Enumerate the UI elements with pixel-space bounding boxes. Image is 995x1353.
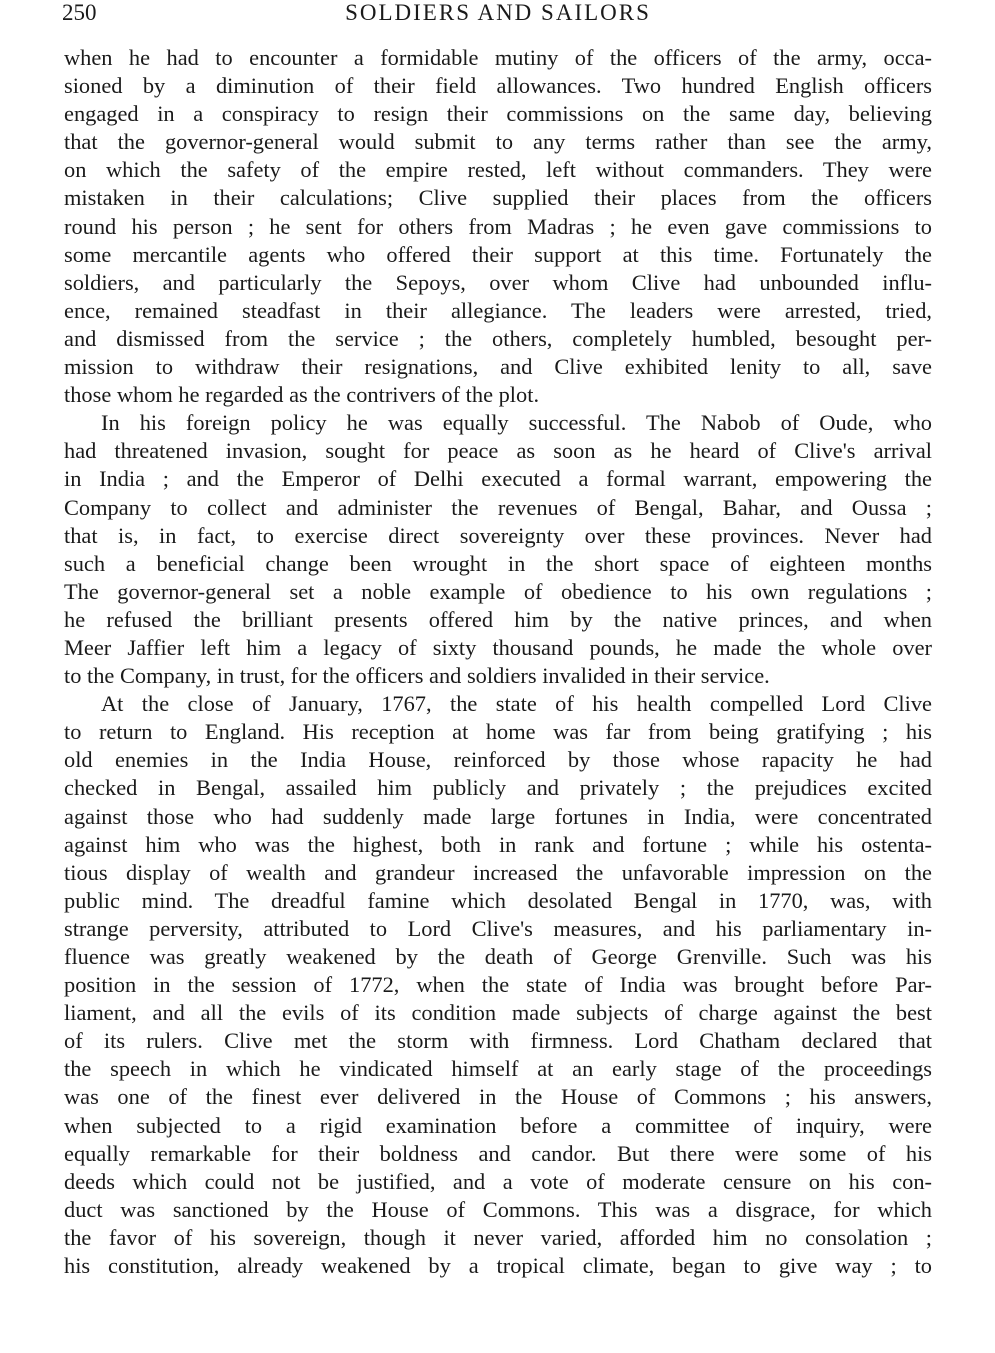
running-title: SOLDIERS AND SAILORS bbox=[345, 0, 651, 25]
text-line: against those who had suddenly made large fortunes in India, were concentrated bbox=[64, 803, 932, 829]
text-line: Meer Jaffier left him a legacy of sixty thousand pounds, he made the whole over bbox=[64, 634, 932, 660]
text-line: the favor of his sovereign, though it never varied, afforded him no consolation ; bbox=[64, 1224, 932, 1250]
text-line: soldiers, and particularly the Sepoys, over whom Clive had unbounded influ- bbox=[64, 269, 932, 295]
text-line: that is, in fact, to exercise direct sovereignty over these provinces. Never had bbox=[64, 522, 932, 548]
text-line: had threatened invasion, sought for peace as soon as he heard of Clive's arrival bbox=[64, 438, 932, 464]
text-line: when he had to encounter a formidable mutiny of the officers of the army, occa- bbox=[64, 45, 932, 70]
page-number: 250 bbox=[62, 0, 97, 25]
text-line: checked in Bengal, assailed him publicly and privately ; the prejudices excited bbox=[64, 775, 932, 801]
running-header bbox=[64, 0, 932, 28]
text-line: the speech in which he vindicated himself at an early stage of the proceedings bbox=[64, 1056, 932, 1082]
paragraph bbox=[64, 44, 932, 409]
text-line: position in the session of 1772, when the state of India was brought before Par- bbox=[64, 972, 932, 998]
text-line: tious display of wealth and grandeur increased the unfavorable impression on the bbox=[64, 859, 932, 885]
text-line: Company to collect and administer the revenues of Bengal, Bahar, and Oussa ; bbox=[64, 494, 932, 520]
text-line: round his person ; he sent for others from Madras ; he even gave commissions to bbox=[64, 213, 932, 239]
text-line: against him who was the highest, both in rank and fortune ; while his ostenta- bbox=[64, 831, 932, 857]
text-line: some mercantile agents who offered their support at this time. Fortunately the bbox=[64, 241, 932, 267]
text-line: At the close of January, 1767, the state of his health compelled Lord Clive bbox=[101, 691, 932, 717]
paragraph bbox=[64, 409, 932, 690]
book-page bbox=[64, 0, 932, 1280]
text-line: of its rulers. Clive met the storm with firmness. Lord Chatham declared that bbox=[64, 1028, 932, 1054]
text-line: his constitution, already weakened by a tropical climate, began to give way ; to bbox=[64, 1253, 932, 1279]
text-line: The governor-general set a noble example of obedience to his own regulations ; bbox=[64, 578, 932, 604]
body-text bbox=[64, 44, 932, 1280]
text-line: to the Company, in trust, for the officers and soldiers invalided in their service. bbox=[64, 663, 770, 689]
text-line: old enemies in the India House, reinforced by those whose rapacity he had bbox=[64, 747, 932, 773]
text-line: in India ; and the Emperor of Delhi executed a formal warrant, empowering the bbox=[64, 466, 932, 492]
text-line: when subjected to a rigid examination before a committee of inquiry, were bbox=[64, 1112, 932, 1138]
text-line: engaged in a conspiracy to resign their commissions on the same day, believing bbox=[64, 101, 932, 127]
text-line: and dismissed from the service ; the others, completely humbled, besought per- bbox=[64, 325, 932, 351]
text-line: equally remarkable for their boldness and candor. But there were some of his bbox=[64, 1140, 932, 1166]
text-line: such a beneficial change been wrought in the short space of eighteen months bbox=[64, 550, 932, 576]
text-line: liament, and all the evils of its condition made subjects of charge against the best bbox=[64, 1000, 932, 1026]
text-line: on which the safety of the empire rested, left without commanders. They were bbox=[64, 157, 932, 183]
text-line: public mind. The dreadful famine which desolated Bengal in 1770, was, with bbox=[64, 887, 932, 913]
text-line: to return to England. His reception at home was far from being gratifying ; his bbox=[64, 719, 932, 745]
text-line: deeds which could not be justified, and a vote of moderate censure on his con- bbox=[64, 1168, 932, 1194]
text-line: mission to withdraw their resignations, and Clive exhibited lenity to all, save bbox=[64, 354, 932, 380]
text-line: duct was sanctioned by the House of Commons. This was a disgrace, for which bbox=[64, 1196, 932, 1222]
text-line: sioned by a diminution of their field allowances. Two hundred English officers bbox=[64, 73, 932, 99]
text-line: mistaken in their calculations; Clive supplied their places from the officers bbox=[64, 185, 932, 211]
text-line: ence, remained steadfast in their allegiance. The leaders were arrested, tried, bbox=[64, 297, 932, 323]
text-line: fluence was greatly weakened by the death of George Grenville. Such was his bbox=[64, 944, 932, 969]
text-line: strange perversity, attributed to Lord Clive's measures, and his parliamentary in- bbox=[64, 915, 932, 941]
text-line: In his foreign policy he was equally successful. The Nabob of Oude, who bbox=[101, 410, 932, 436]
paragraph bbox=[64, 690, 932, 1280]
text-line: those whom he regarded as the contrivers of the plot. bbox=[64, 382, 540, 408]
text-line: was one of the finest ever delivered in the House of Commons ; his answers, bbox=[64, 1084, 932, 1110]
text-line: that the governor-general would submit to any terms rather than see the army, bbox=[64, 129, 932, 155]
text-line: he refused the brilliant presents offered him by the native princes, and when bbox=[64, 606, 932, 632]
